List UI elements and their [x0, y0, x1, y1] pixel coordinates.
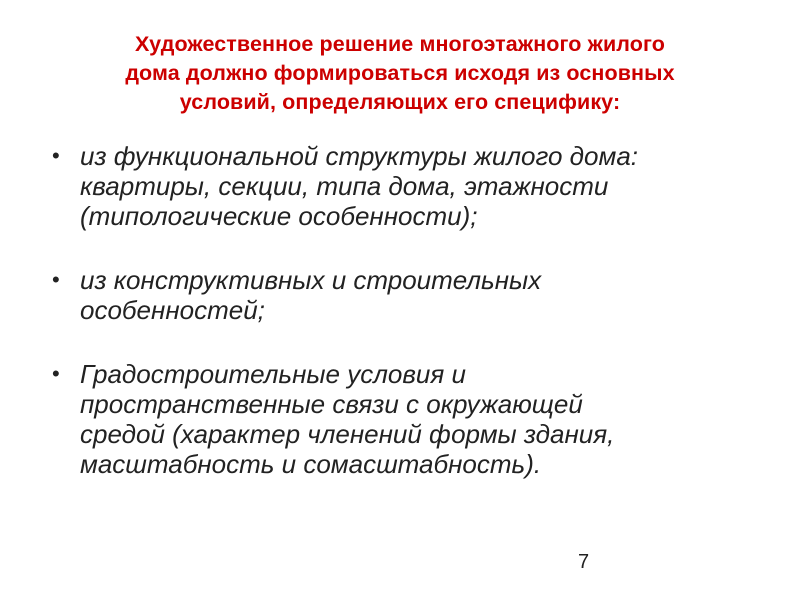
bullet-line: квартиры, секции, типа дома, этажности	[80, 171, 609, 201]
bullet-line: особенностей;	[80, 295, 265, 325]
bullet-marker: •	[52, 143, 60, 168]
bullet-item-constructive-features	[50, 265, 770, 325]
bullet-line: из конструктивных и строительных	[80, 265, 542, 295]
title-line-2: дома должно формироваться исходя из основных	[125, 61, 675, 85]
title-line-3: условий, определяющих его специфику:	[179, 90, 621, 114]
title-line-1: Художественное решение многоэтажного жилого	[135, 32, 665, 56]
bullet-marker: •	[52, 267, 60, 292]
bullet-line: (типологические особенности);	[80, 201, 478, 231]
bullet-item-functional-structure	[50, 141, 770, 231]
bullet-line: масштабность и сомасштабность).	[80, 449, 542, 479]
slide-title	[40, 30, 760, 117]
bullet-line: средой (характер членений формы здания,	[80, 419, 615, 449]
page-number: 7	[578, 551, 590, 573]
bullet-line: из функциональной структуры жилого дома:	[80, 141, 639, 171]
bullet-line: пространственные связи с окружающей	[80, 389, 583, 419]
bullet-list	[50, 141, 770, 513]
bullet-marker: •	[52, 361, 60, 386]
bullet-line: Градостроительные условия и	[80, 359, 466, 389]
bullet-item-urban-planning	[50, 359, 770, 479]
